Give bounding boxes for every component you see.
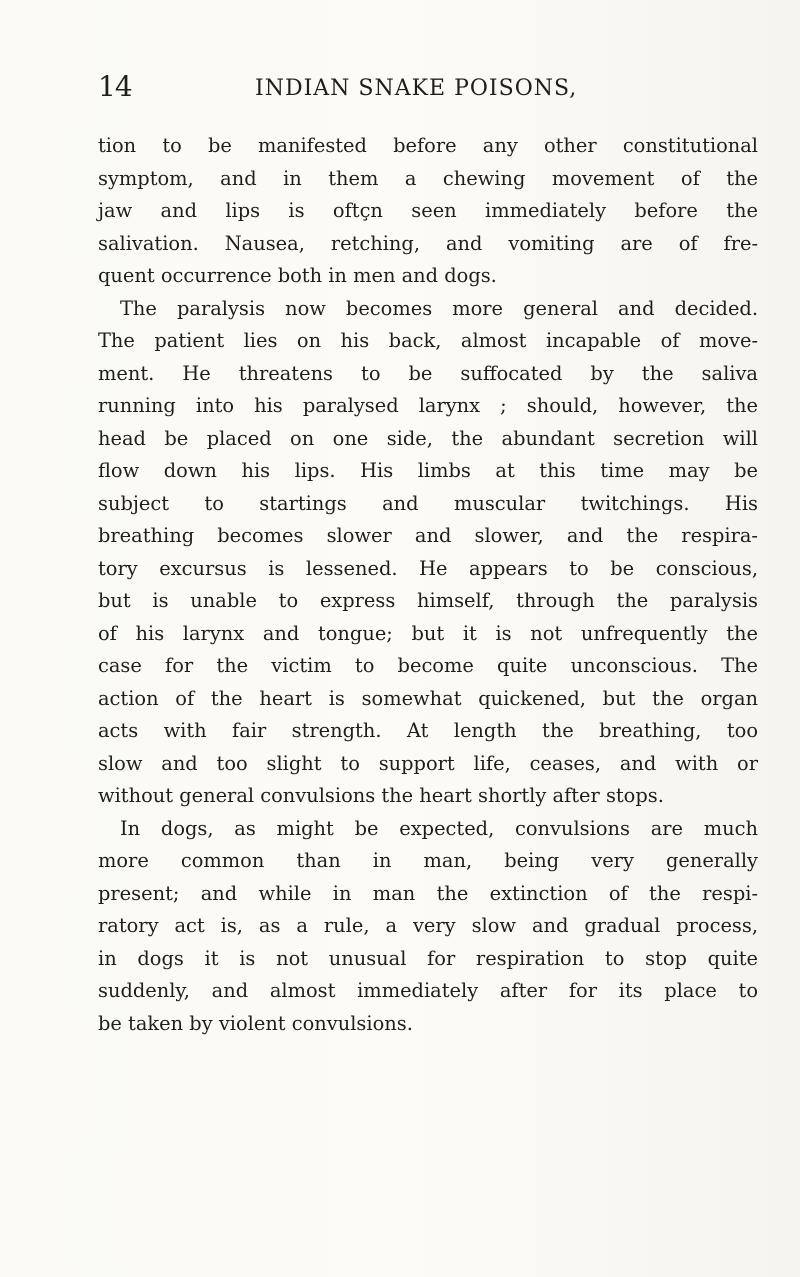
text-line: be taken by violent convulsions. (98, 1011, 413, 1035)
text-line: jaw and lips is oftçn seen immediately before the (98, 199, 758, 222)
text-line: The paralysis now becomes more general and decided. (120, 296, 758, 320)
text-line: The patient lies on his back, almost incapable of move- (98, 329, 758, 352)
text-line: head be placed on one side, the abundant secretion will (98, 426, 758, 450)
text-line: ment. He threatens to be suffocated by the saliva (98, 361, 758, 385)
text-line: In dogs, as might be expected, convulsions are much (120, 816, 758, 840)
text-line: present; and while in man the extinction of the respi- (98, 881, 758, 905)
text-line: quent occurrence both in men and dogs. (98, 264, 497, 287)
text-line: case for the victim to become quite unconscious. The (98, 654, 758, 677)
text-line: subject to startings and muscular twitchings. His (98, 491, 758, 515)
text-line: without general convulsions the heart shortly after stops. (98, 784, 664, 807)
text-line: in dogs it is not unusual for respiration to stop quite (98, 946, 758, 970)
text-line: tory excursus is lessened. He appears to be conscious, (98, 556, 758, 580)
running-head: INDIAN SNAKE POISONS, (255, 76, 578, 101)
text-line: flow down his lips. His limbs at this time may be (98, 459, 758, 482)
text-line: suddenly, and almost immediately after for its place to (98, 979, 758, 1002)
text-line: action of the heart is somewhat quickened, but the organ (98, 686, 758, 710)
text-line: of his larynx and tongue; but it is not unfrequently the (98, 621, 758, 645)
text-line: but is unable to express himself, through the paralysis (98, 589, 758, 612)
page-number: 14 (98, 70, 132, 103)
text-line: tion to be manifested before any other constitutional (98, 134, 758, 157)
text-line: salivation. Nausea, retching, and vomiting are of fre- (98, 231, 758, 255)
text-line: symptom, and in them a chewing movement of the (98, 166, 758, 190)
body-text (98, 130, 758, 1040)
text-line: breathing becomes slower and slower, and the respira- (98, 524, 758, 547)
text-line: slow and too slight to support life, ceases, and with or (98, 751, 758, 775)
text-line: acts with fair strength. At length the breathing, too (98, 719, 758, 742)
text-line: ratory act is, as a rule, a very slow and gradual process, (98, 914, 758, 937)
text-line: more common than in man, being very generally (98, 849, 758, 872)
text-line: running into his paralysed larynx ; should, however, the (98, 394, 758, 417)
